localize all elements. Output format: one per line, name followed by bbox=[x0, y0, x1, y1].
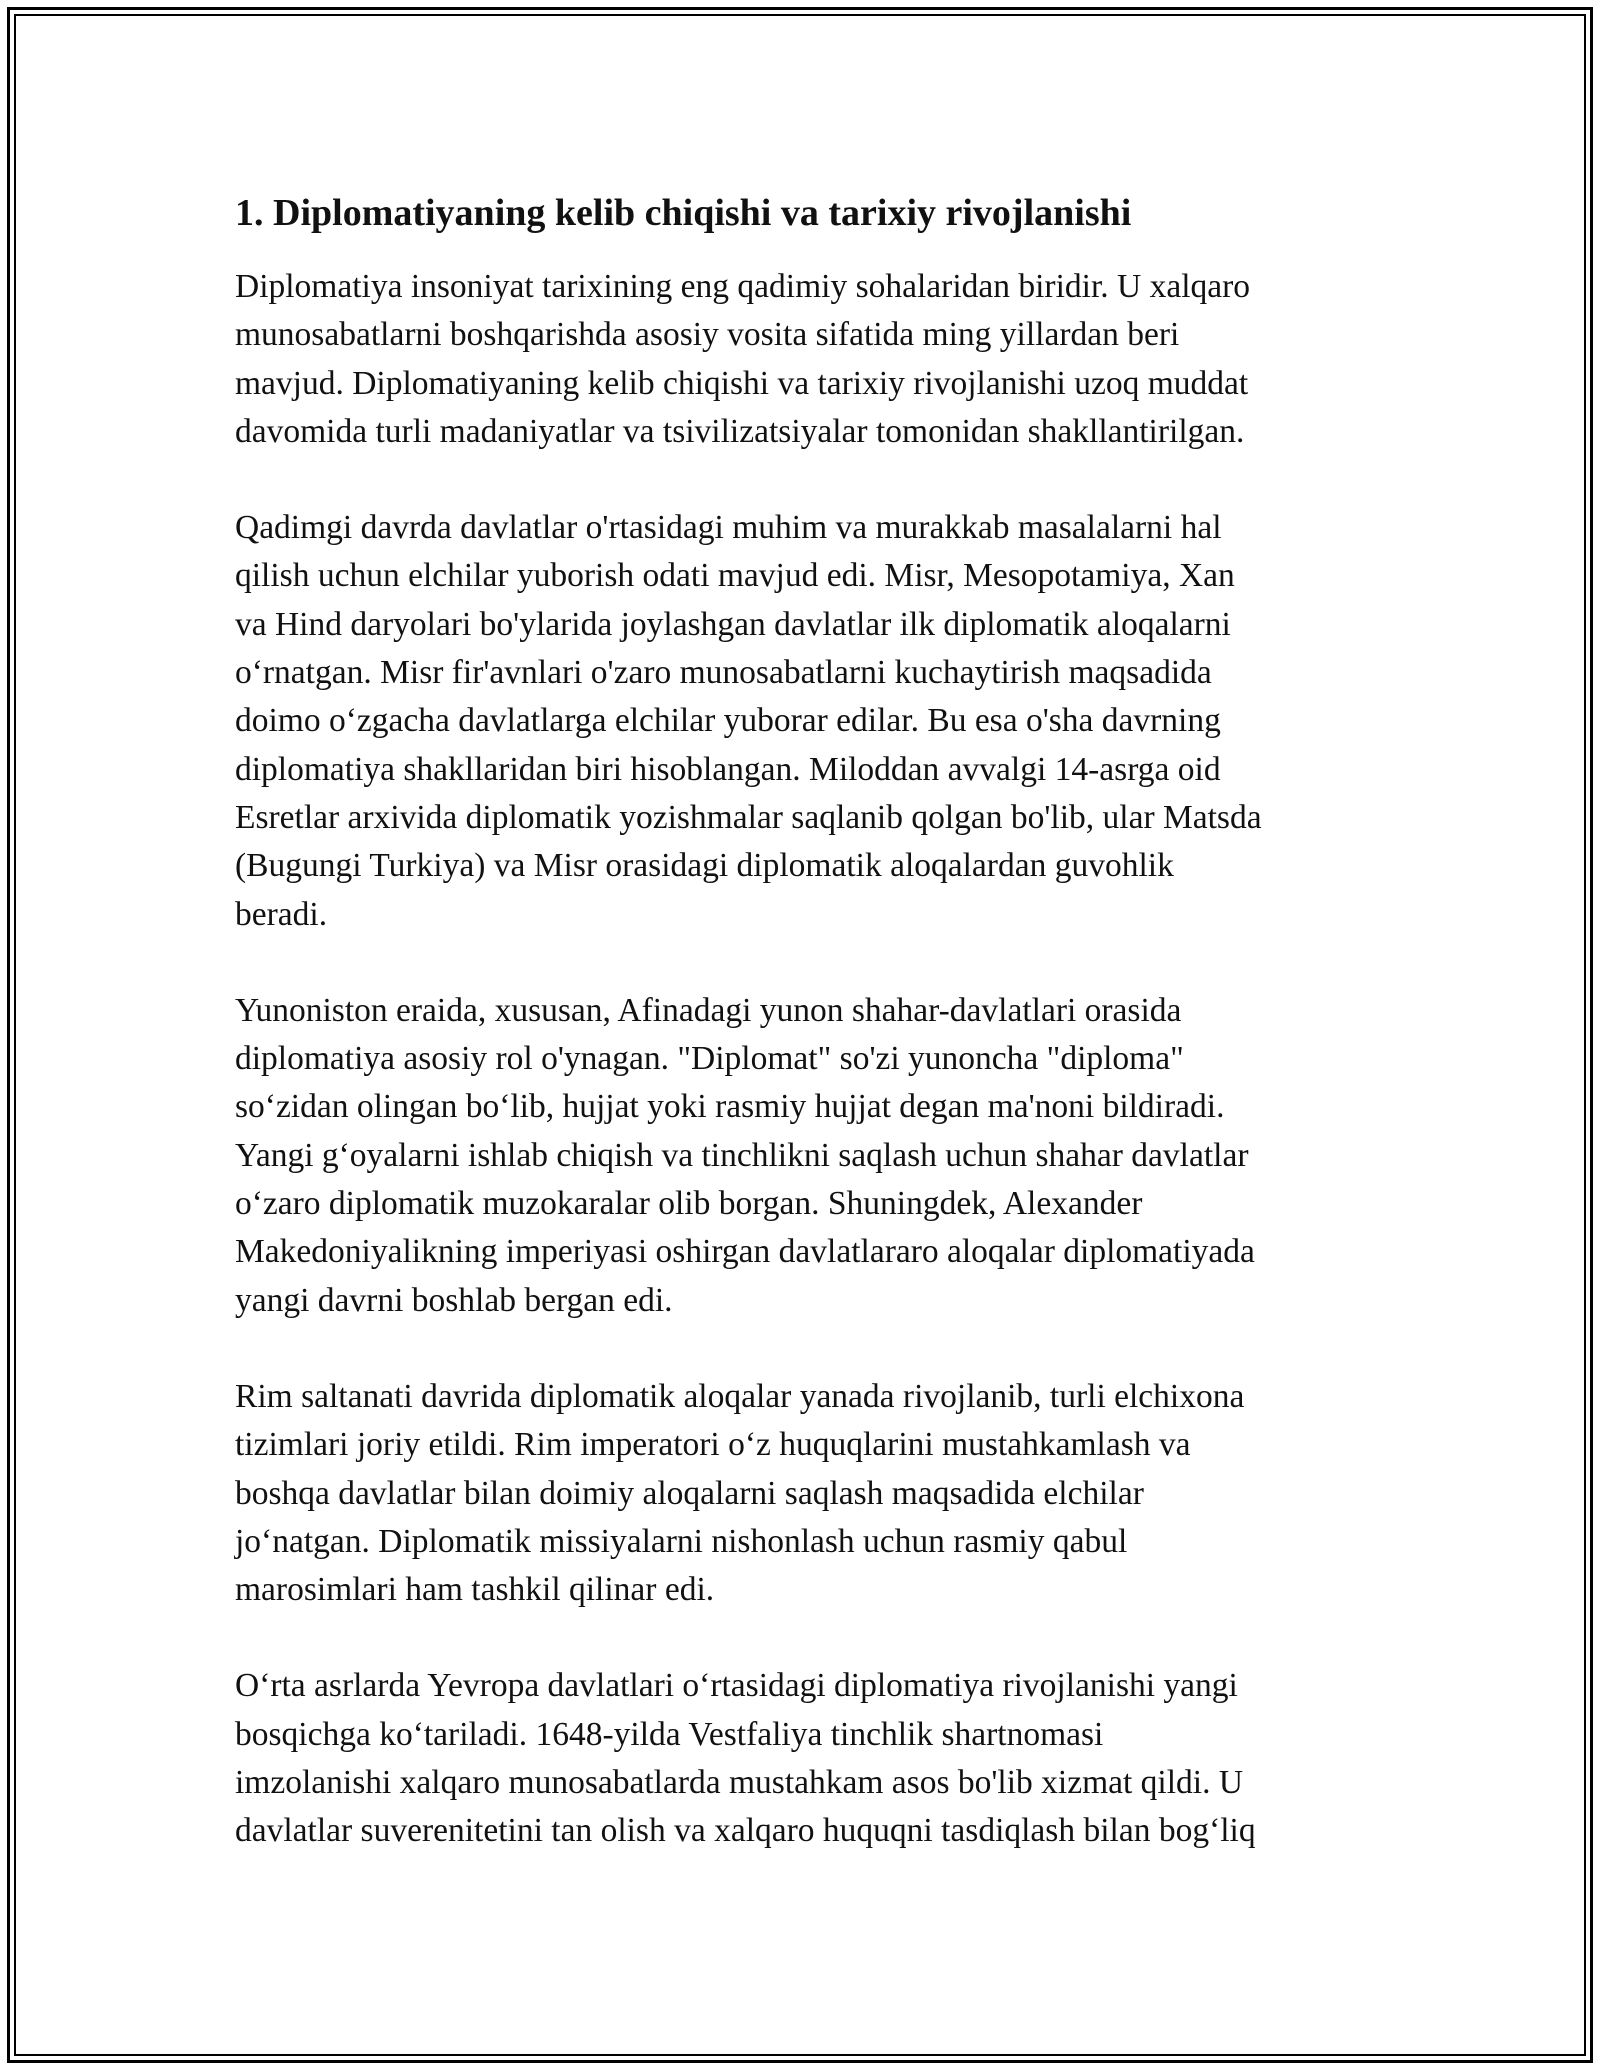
document-body bbox=[235, 188, 1365, 1904]
text-line: munosabatlarni boshqarishda asosiy vosita sifatida ming yillardan beri bbox=[235, 316, 1180, 354]
text-line: imzolanishi xalqaro munosabatlarda mustahkam asos bo'lib xizmat qildi. U bbox=[235, 1764, 1244, 1802]
text-line: Yangi g‘oyalarni ishlab chiqish va tinchlikni saqlash uchun shahar davlatlar bbox=[235, 1136, 1249, 1174]
text-line: boshqa davlatlar bilan doimiy aloqalarni saqlash maqsadida elchilar bbox=[235, 1474, 1144, 1512]
text-line: o‘rnatgan. Misr fir'avnlari o'zaro munosabatlarni kuchaytirish maqsadida bbox=[235, 654, 1212, 692]
text-line: mavjud. Diplomatiyaning kelib chiqishi va tarixiy rivojlanishi uzoq muddat bbox=[235, 364, 1249, 402]
text-line: Yunoniston eraida, xususan, Afinadagi yunon shahar-davlatlari orasida bbox=[235, 991, 1182, 1029]
body-paragraph bbox=[235, 987, 1365, 1325]
section-heading: 1. Diplomatiyaning kelib chiqishi va tarixiy rivojlanishi bbox=[235, 192, 1132, 234]
text-line: yangi davrni boshlab bergan edi. bbox=[235, 1281, 673, 1319]
text-line: so‘zidan olingan bo‘lib, hujjat yoki rasmiy hujjat degan ma'noni bildiradi. bbox=[235, 1088, 1225, 1126]
text-line: Rim saltanati davrida diplomatik aloqalar yanada rivojlanib, turli elchixona bbox=[235, 1377, 1245, 1415]
text-line: jo‘natgan. Diplomatik missiyalarni nishonlash uchun rasmiy qabul bbox=[235, 1522, 1128, 1560]
text-line: marosimlari ham tashkil qilinar edi. bbox=[235, 1571, 715, 1609]
text-line: diplomatiya asosiy rol o'ynagan. "Diplomat" so'zi yunoncha "diploma" bbox=[235, 1040, 1184, 1078]
text-line: Makedoniyalikning imperiyasi oshirgan davlatlararo aloqalar diplomatiyada bbox=[235, 1233, 1255, 1271]
body-paragraph bbox=[235, 1662, 1365, 1855]
text-line: va Hind daryolari bo'ylarida joylashgan davlatlar ilk diplomatik aloqalarni bbox=[235, 605, 1231, 643]
text-line: (Bugungi Turkiya) va Misr orasidagi diplomatik aloqalardan guvohlik bbox=[235, 847, 1174, 885]
text-line: O‘rta asrlarda Yevropa davlatlari o‘rtasidagi diplomatiya rivojlanishi yangi bbox=[235, 1667, 1238, 1705]
text-line: davomida turli madaniyatlar va tsivilizatsiyalar tomonidan shakllantirilgan. bbox=[235, 412, 1245, 450]
text-line: Diplomatiya insoniyat tarixining eng qadimiy sohalaridan biridir. U xalqaro bbox=[235, 268, 1251, 305]
text-line: bosqichga ko‘tariladi. 1648-yilda Vestfaliya tinchlik shartnomasi bbox=[235, 1715, 1104, 1753]
paragraph-list bbox=[235, 263, 1365, 1856]
text-line: doimo o‘zgacha davlatlarga elchilar yuborar edilar. Bu esa o'sha davrning bbox=[235, 702, 1221, 740]
text-line: davlatlar suverenitetini tan olish va xalqaro huquqni tasdiqlash bilan bog‘liq bbox=[235, 1812, 1256, 1850]
text-line: o‘zaro diplomatik muzokaralar olib borgan. Shuningdek, Alexander bbox=[235, 1185, 1143, 1223]
text-line: Esretlar arxivida diplomatik yozishmalar saqlanib qolgan bo'lib, ular Matsda bbox=[235, 798, 1262, 836]
text-line: diplomatiya shakllaridan biri hisoblangan. Miloddan avvalgi 14-asrga oid bbox=[235, 750, 1221, 788]
body-paragraph bbox=[235, 263, 1365, 456]
text-line: qilish uchun elchilar yuborish odati mavjud edi. Misr, Mesopotamiya, Xan bbox=[235, 557, 1235, 595]
text-line: tizimlari joriy etildi. Rim imperatori o‘z huquqlarini mustahkamlash va bbox=[235, 1426, 1191, 1464]
text-line: beradi. bbox=[235, 895, 328, 933]
text-line: Qadimgi davrda davlatlar o'rtasidagi muhim va murakkab masalalarni hal bbox=[235, 509, 1222, 547]
body-paragraph bbox=[235, 1373, 1365, 1614]
body-paragraph bbox=[235, 504, 1365, 939]
